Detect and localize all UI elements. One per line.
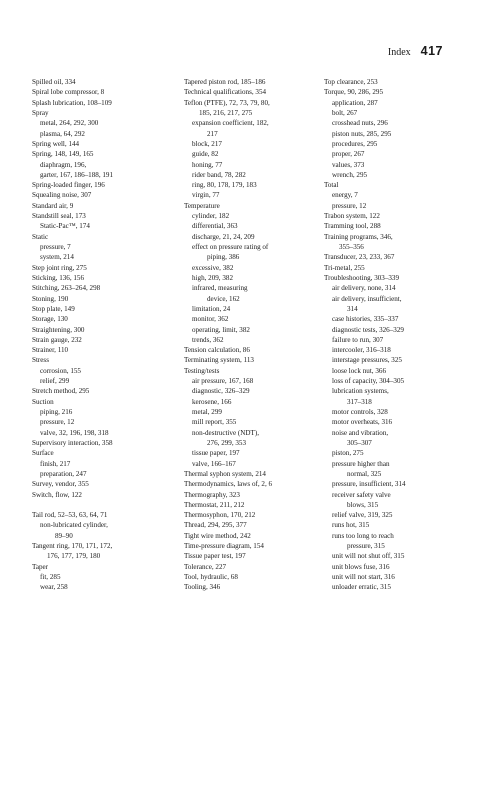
index-subentry: valve, 32, 196, 198, 318 xyxy=(40,428,109,437)
index-subentry: 185, 216, 217, 275 xyxy=(199,108,253,117)
index-entry: Tramming tool, 288 xyxy=(324,222,381,231)
index-entry: Thermodynamics, laws of, 2, 6 xyxy=(184,480,273,489)
index-subentry: kerosene, 166 xyxy=(192,397,232,406)
index-subentry: infrared, measuring xyxy=(192,284,248,293)
index-entry: Strain gauge, 232 xyxy=(32,335,82,344)
index-entry: Tapered piston rod, 185–186 xyxy=(184,78,266,86)
index-entry: Spilled oil, 334 xyxy=(32,78,76,86)
index-entry: Spray xyxy=(32,108,49,117)
index-subentry: block, 217 xyxy=(192,139,222,148)
index-subentry: wrench, 295 xyxy=(332,170,368,179)
index-subentry: plasma, 64, 292 xyxy=(40,129,85,138)
index-subentry: air pressure, 167, 168 xyxy=(192,377,254,386)
index-subentry: mill report, 355 xyxy=(192,418,237,427)
index-entry: Squealing noise, 307 xyxy=(32,191,92,200)
index-entry: Supervisory interaction, 358 xyxy=(32,438,113,447)
index-entry: Tri-metal, 255 xyxy=(324,263,365,272)
index-subentry: piping, 386 xyxy=(207,253,240,262)
index-entry: Surface xyxy=(32,449,54,458)
index-subentry: unit will not shut off, 315 xyxy=(332,552,405,561)
index-entry: Survey, vendor, 355 xyxy=(32,480,89,489)
index-subentry: interstage pressures, 325 xyxy=(332,356,402,365)
index-entry: Thermal syphon system, 214 xyxy=(184,469,266,478)
index-subentry: cylinder, 182 xyxy=(192,212,230,221)
section-gap xyxy=(32,500,184,510)
index-subentry: application, 287 xyxy=(332,98,378,107)
index-subentry: 305–307 xyxy=(347,438,372,447)
index-subentry: runs hot, 315 xyxy=(332,521,370,530)
index-subentry: intercooler, 316–318 xyxy=(332,346,391,355)
index-entry: Stoning, 190 xyxy=(32,294,69,303)
page-number: 417 xyxy=(420,44,443,58)
index-subentry: motor controls, 328 xyxy=(332,408,388,416)
index-entry: Total xyxy=(324,181,339,190)
index-subentry: energy, 7 xyxy=(332,191,358,200)
index-subentry: expansion coefficient, 182, xyxy=(192,119,269,128)
header-title: Index xyxy=(387,47,411,58)
index-subentry: relief valve, 319, 325 xyxy=(332,511,393,520)
index-subentry: differential, 363 xyxy=(192,222,238,231)
index-entry: Technical qualifications, 354 xyxy=(184,88,267,97)
index-subentry: 314 xyxy=(347,304,358,313)
index-entry: Spring-loaded finger, 196 xyxy=(32,181,105,190)
index-subentry: diagnostic tests, 326–329 xyxy=(332,325,404,334)
index-entry: Static xyxy=(32,232,49,241)
index-entry: Torque, 90, 286, 295 xyxy=(324,88,384,97)
index-subentry: case histories, 335–337 xyxy=(332,315,399,324)
index-columns xyxy=(32,77,464,593)
index-subentry: values, 373 xyxy=(332,160,365,169)
index-entry: Thermography, 323 xyxy=(184,490,240,499)
index-entry: Sticking, 136, 156 xyxy=(32,273,85,282)
index-subentry: unit blows fuse, 316 xyxy=(332,562,390,571)
index-entry: Storage, 130 xyxy=(32,315,68,324)
index-subentry: 176, 177, 179, 180 xyxy=(47,552,101,561)
index-entry: Time-pressure diagram, 154 xyxy=(184,542,264,551)
index-subentry: motor overheats, 316 xyxy=(332,418,393,427)
index-entry: Straightening, 300 xyxy=(32,325,85,334)
index-entry: Spring well, 144 xyxy=(32,139,80,148)
index-subentry: device, 162 xyxy=(207,294,240,303)
index-entry: Troubleshooting, 303–339 xyxy=(324,273,400,282)
index-subentry: piston nuts, 285, 295 xyxy=(332,129,392,138)
index-entry: Spiral lobe compressor, 8 xyxy=(32,88,105,97)
index-subentry: pressure, 7 xyxy=(40,243,71,251)
index-subentry: air delivery, insufficient, xyxy=(332,294,402,303)
index-subentry: fit, 285 xyxy=(40,573,61,581)
index-entry: Top clearance, 253 xyxy=(324,78,378,86)
index-subentry: limitation, 24 xyxy=(192,304,231,313)
index-subentry: loose lock nut, 366 xyxy=(332,366,386,375)
index-subentry: piping, 216 xyxy=(40,408,73,416)
index-subentry: honing, 77 xyxy=(192,160,223,169)
index-subentry: finish, 217 xyxy=(40,459,71,468)
index-subentry: piston, 275 xyxy=(332,449,364,458)
index-subentry: failure to run, 307 xyxy=(332,335,384,344)
index-subentry: 317–318 xyxy=(347,397,372,406)
running-header xyxy=(388,44,443,58)
index-subentry: procedures, 295 xyxy=(332,139,378,148)
index-subentry: wear, 258 xyxy=(40,583,68,592)
index-column-2 xyxy=(184,77,322,593)
index-subentry: normal, 325 xyxy=(347,469,382,478)
index-subentry: 355–356 xyxy=(339,243,364,251)
index-subentry: non-destructive (NDT), xyxy=(192,428,259,437)
index-entry: Thread, 294, 295, 377 xyxy=(184,521,247,530)
index-subentry: loss of capacity, 304–305 xyxy=(332,377,405,386)
index-column-1 xyxy=(32,77,184,593)
index-subentry: blows, 315 xyxy=(347,500,379,509)
index-subentry: pressure, 12 xyxy=(332,201,367,210)
index-subentry: corrosion, 155 xyxy=(40,366,81,375)
index-subentry: trends, 362 xyxy=(192,335,224,344)
index-entry: Tooling, 346 xyxy=(184,583,221,592)
index-subentry: pressure higher than xyxy=(332,459,390,468)
index-entry: Stop plate, 149 xyxy=(32,304,75,313)
index-entry: Tolerance, 227 xyxy=(184,562,227,571)
index-entry: Switch, flow, 122 xyxy=(32,490,82,499)
index-subentry: rider band, 78, 282 xyxy=(192,170,246,179)
index-subentry: garter, 167, 186–188, 191 xyxy=(40,170,114,179)
index-subentry: virgin, 77 xyxy=(192,191,220,200)
index-entry: Temperature xyxy=(184,201,220,210)
index-entry: Spring, 148, 149, 165 xyxy=(32,150,94,159)
index-entry: Suction xyxy=(32,397,54,406)
index-subentry: runs too long to reach xyxy=(332,531,394,540)
index-subentry: lubrication systems, xyxy=(332,387,389,396)
index-entry: Tool, hydraulic, 68 xyxy=(184,573,238,581)
index-entry: Tissue paper test, 197 xyxy=(184,552,246,561)
index-subentry: pressure, insufficient, 314 xyxy=(332,480,406,489)
index-subentry: effect on pressure rating of xyxy=(192,243,269,251)
index-subentry: bolt, 267 xyxy=(332,108,358,117)
index-subentry: diaphragm, 196, xyxy=(40,160,87,169)
index-entry: Standstill seal, 173 xyxy=(32,212,86,221)
index-subentry: tissue paper, 197 xyxy=(192,449,240,458)
index-entry: Transducer, 23, 233, 367 xyxy=(324,253,395,262)
index-entry: Taper xyxy=(32,562,49,571)
index-subentry: diagnostic, 326–329 xyxy=(192,387,250,396)
index-subentry: pressure, 315 xyxy=(347,542,385,551)
index-subentry: metal, 299 xyxy=(192,408,222,416)
index-entry: Teflon (PTFE), 72, 73, 79, 80, xyxy=(184,98,270,107)
index-entry: Strainer, 110 xyxy=(32,346,69,355)
index-subentry: monitor, 362 xyxy=(192,315,229,324)
index-subentry: noise and vibration, xyxy=(332,428,389,437)
index-entry: Step joint ring, 275 xyxy=(32,263,87,272)
index-subentry: 89–90 xyxy=(55,531,73,540)
index-subentry: proper, 267 xyxy=(332,150,365,159)
index-entry: Stitching, 263–264, 298 xyxy=(32,284,101,293)
index-column-3 xyxy=(324,77,464,593)
index-entry: Thermostat, 211, 212 xyxy=(184,500,245,509)
index-subentry: non-lubricated cylinder, xyxy=(40,521,108,530)
index-subentry: metal, 264, 292, 300 xyxy=(40,119,99,128)
index-subentry: preparation, 247 xyxy=(40,469,87,478)
index-entry: Tight wire method, 242 xyxy=(184,531,251,540)
index-subentry: discharge, 21, 24, 209 xyxy=(192,232,255,241)
index-subentry: operating, limit, 382 xyxy=(192,325,250,334)
index-entry: Stretch method, 295 xyxy=(32,387,90,396)
index-subentry: Static-Pac™, 174 xyxy=(40,222,90,231)
index-entry: Tangent ring, 170, 171, 172, xyxy=(32,542,113,551)
index-subentry: system, 214 xyxy=(40,253,74,262)
index-subentry: 276, 299, 353 xyxy=(207,438,247,447)
index-subentry: receiver safety valve xyxy=(332,490,391,499)
index-entry: Splash lubrication, 108–109 xyxy=(32,98,112,107)
index-subentry: crosshead nuts, 296 xyxy=(332,119,388,128)
index-subentry: ring, 80, 178, 179, 183 xyxy=(192,181,257,190)
index-entry: Terminating system, 113 xyxy=(184,356,254,365)
index-subentry: 217 xyxy=(207,129,218,138)
index-entry: Trabon system, 122 xyxy=(324,212,380,221)
index-subentry: valve, 166–167 xyxy=(192,459,236,468)
index-subentry: unloader erratic, 315 xyxy=(332,583,391,592)
index-subentry: guide, 82 xyxy=(192,150,219,159)
index-entry: Standard air, 9 xyxy=(32,201,74,210)
index-subentry: high, 209, 382 xyxy=(192,273,233,282)
index-entry: Tail rod, 52–53, 63, 64, 71 xyxy=(32,511,108,520)
index-subentry: air delivery, none, 314 xyxy=(332,284,396,293)
index-subentry: relief, 299 xyxy=(40,377,70,386)
index-entry: Testing/tests xyxy=(184,366,220,375)
index-entry: Stress xyxy=(32,356,49,365)
index-entry: Tension calculation, 86 xyxy=(184,346,250,355)
index-entry: Thermosyphon, 170, 212 xyxy=(184,511,256,520)
index-subentry: excessive, 382 xyxy=(192,263,234,272)
index-subentry: pressure, 12 xyxy=(40,418,75,427)
index-subentry: unit will not start, 316 xyxy=(332,573,395,581)
index-entry: Training programs, 346, xyxy=(324,232,393,241)
